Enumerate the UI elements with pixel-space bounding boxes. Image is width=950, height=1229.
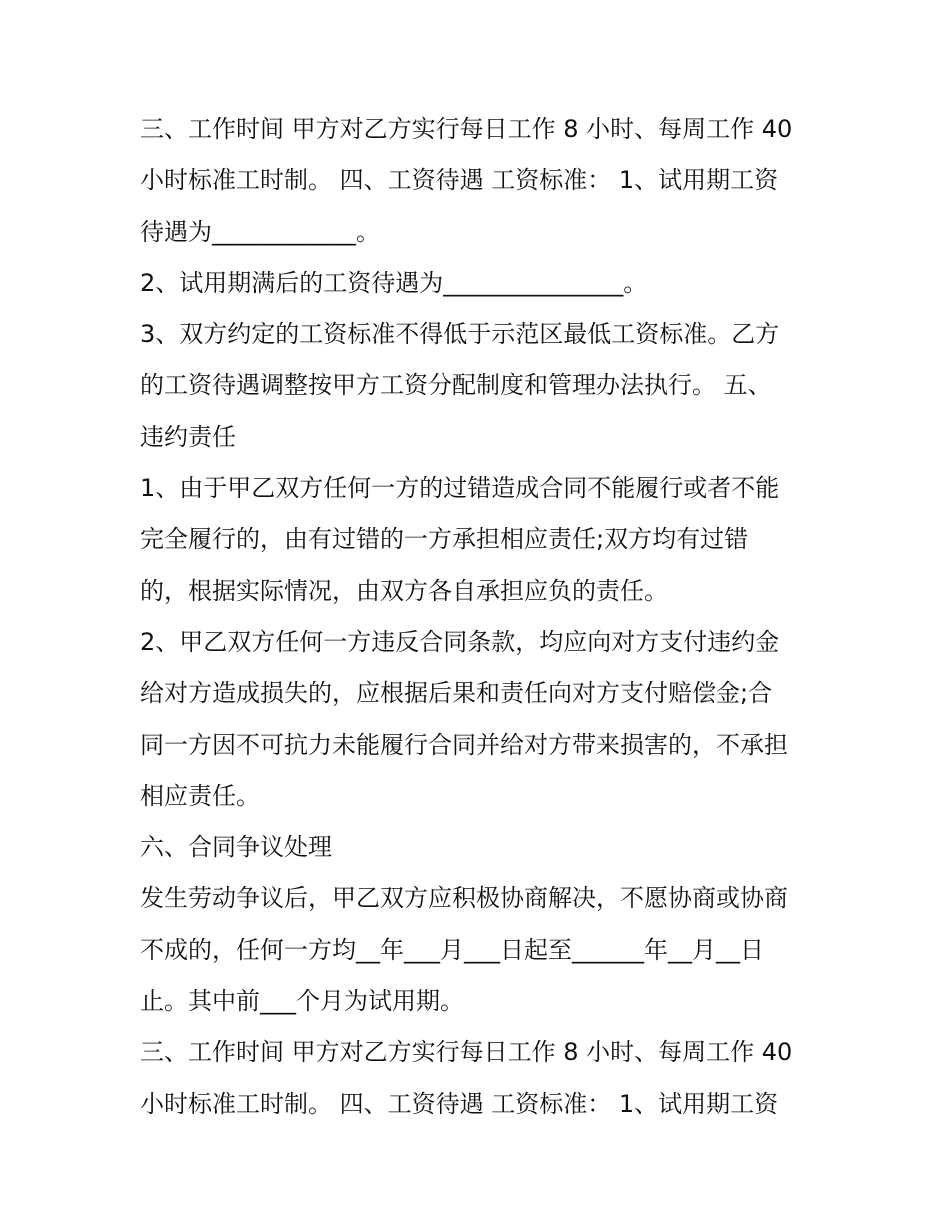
text-line: 三、工作时间 甲方对乙方实行每日工作 8 小时、每周工作 40	[140, 1038, 793, 1067]
section-heading: 违约责任	[140, 422, 236, 451]
text-line: 不成的，任何一方均__年___月___日起至______年__月__日	[140, 935, 764, 964]
text-line: 3、双方约定的工资标准不得低于示范区最低工资标准。乙方	[140, 320, 780, 349]
section-heading: 六、合同争议处理	[140, 833, 332, 862]
text-line: 完全履行的，由有过错的一方承担相应责任;双方均有过错	[140, 525, 749, 554]
text-line: 2、甲乙双方任何一方违反合同条款，均应向对方支付违约金	[140, 627, 780, 656]
document-body	[140, 104, 820, 1130]
text-line: 三、工作时间 甲方对乙方实行每日工作 8 小时、每周工作 40	[140, 115, 793, 143]
text-line: 小时标准工时制。 四、工资待遇 工资标准： 1、试用期工资	[140, 166, 779, 195]
text-line: 小时标准工时制。 四、工资待遇 工资标准： 1、试用期工资	[140, 1089, 779, 1118]
text-line: 给对方造成损失的，应根据后果和责任向对方支付赔偿金;合	[140, 679, 773, 708]
text-line: 同一方因不可抗力未能履行合同并给对方带来损害的，不承担	[140, 730, 788, 759]
text-line: 相应责任。	[140, 781, 260, 810]
text-line: 止。其中前___个月为试用期。	[140, 987, 464, 1016]
text-line: 发生劳动争议后，甲乙双方应积极协商解决，不愿协商或协商	[140, 884, 788, 913]
text-line: 的，根据实际情况，由双方各自承担应负的责任。	[140, 576, 668, 605]
text-line: 1、由于甲乙双方任何一方的过错造成合同不能履行或者不能	[140, 474, 780, 503]
text-line: 的工资待遇调整按甲方工资分配制度和管理办法执行。 五、	[140, 371, 772, 400]
text-line: 待遇为____________。	[140, 217, 380, 246]
text-line: 2、试用期满后的工资待遇为_______________。	[140, 268, 648, 297]
